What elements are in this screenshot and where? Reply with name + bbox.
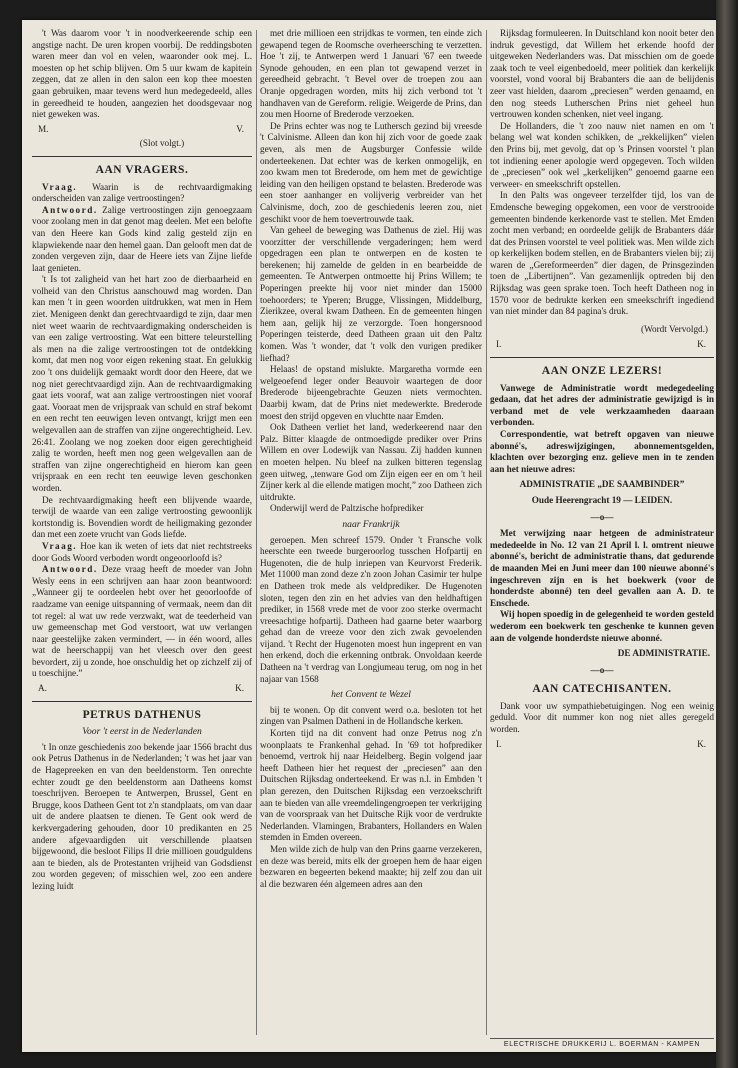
book-binding-edge [716, 0, 738, 1068]
signature [32, 683, 252, 695]
separator: —o— [590, 664, 614, 675]
article-paragraph: Men wilde zich de hulp van den Prins gaarne verzekeren, en deze was bereid, mits elk der groepen hem de haar eigen bezwaren en begeerten bekend maakte; hij zelf zou dan uit al die bezwaren één algemeen adres aan den [260, 843, 482, 889]
notice-paragraph: Vanwege de Administratie wordt medegedeeling gedaan, dat het adres der administratie gewijzigd is in verband met de vele werkzaamheden daaraan verbonden. [490, 382, 714, 428]
question-1: Vraag. Waarin is de rechtvaardigmaking onderscheiden van zalige vertroostingen? [32, 181, 252, 204]
column-divider [256, 30, 257, 1035]
column-3 [490, 28, 714, 1038]
signature [490, 739, 714, 751]
question-2: Vraag. Hoe kan ik weten of iets dat niet rechtstreeks door Gods Woord verboden wordt ongeoorloofd is? [32, 540, 252, 563]
administratie-signature: DE ADMINISTRATIE. [617, 648, 710, 659]
signature-right: K. [697, 738, 706, 749]
column-2 [260, 28, 482, 1038]
lezers-notice [490, 366, 714, 676]
section-rule [32, 156, 252, 157]
story-conclusion: 't Was daarom voor 't in noodverkeerende schip een angstige nacht. De uren kropen voorbij. De reddingsboten waren meer dan vol en velen, waaronder ook mej. L. moesten op het schip blijven. Om 5 uur kwam de kapitein zeggen, dat ze allen in den salon een kop thee moesten gaan gebruiken, maar tevens werd hun medegedeeld, alles in gereedheid te houden, aangezien het doodsgevaar nog niet geweken was. [32, 28, 252, 120]
column-1 [32, 28, 252, 1038]
article-paragraph: Onderwijl werd de Paltzische hofprediker [270, 503, 424, 514]
signature-left: I. [496, 738, 502, 749]
dathenus-heading: PETRUS DATHENUS [82, 708, 202, 721]
answer-2: Antwoord. Deze vraag heeft de moeder van John Wesly eens in een schrijven aan haar zoon beantwoord: „Wanneer gij te oordeelen hebt over het geoorloofde of raadzame van eenige uitspanning of vermaak, neem dan dit tot regel: al wat uw rede verzwakt, wat de teederheid van uw gemeenschap met God verstoort, wat uw verlangen naar geestelijke zaken vermindert, — in één woord, alles wat de heerschappij van het vleesch over den geest bevordert, zij u zonde, hoe onschuldig het op zichzelf zij of u toeschijne.” [32, 564, 252, 679]
answer-1-paragraph: 't Is tot zaligheid van het hart zoo de dierbaarheid en volheid van den Christus aanschouwd mag worden. Dan kan men 't in geen woorden uitdrukken, wat men in Hem ziet. Menigeen denkt dan gerechtvaardigd te zijn, daar men niet weet waarin de rechtvaardigmaking onderscheiden is van een zalige vertroosting. Wat een bittere teleurstelling als men na die zalige vertroostingen tot de ontdekking komt, dat men nog voor eigen rekening staat. En gelukkig zoo 't ons duidelijk gemaakt wordt door den Heere, dat we nog niet gerechtvaardigd zijn. Aan de rechtvaardigmaking gaat iets vooraf, wat aan zalige vertroostingen niet vooraf gaat. Vooraat men de vrijspraak van schuld en straf bekomt en een recht ten eeuwigen leven ontvangt, krijgt men een welgevallen aan de straffen van zijne ongerechtigheid. Lev. 26:41. Zoolang we nog zoeken door eigen gerechtigheid zalig te worden, heeft men nog geen welgevallen aan de straffen van zijne ongerechtigheid en hierom kan geen vrijspraak en een recht ten eeuwige leven geschonken worden. [32, 274, 252, 493]
article-paragraph: De Hollanders, die 't zoo nauw niet namen en om 't belang wel wat konden schikken, de „rekkelijken” vielen den Prins bij, met gevolg, dat op 's Prinsen voorstel 't plan tot indiening eener apologie werd opgegeven. Toch wilden de „preciesen” ook wel „kerkelijken” genoemd gaarne een verweer- en smeekschrift opstellen. [490, 120, 714, 189]
notice-paragraph: Correspondentie, wat betreft opgaven van nieuwe abonné's, adreswijzigingen, abonnementsgelden, klachten over bezorging enz. gelieve men in te zenden aan het nieuwe adres: [490, 429, 714, 474]
address-line: ADMINISTRATIE „DE SAAMBINDER” [519, 479, 685, 490]
signature-left: M. [38, 123, 49, 134]
article-paragraph: De Prins echter was nog te Luthersch gezind bij vreesde 't Calvinisme. Alleen dan kon hij zich voor de goede zaak geven, als men de Augsburger Confessie wilde onderteekenen. Dat echter was de kerken onmogelijk, en zoo kwam men tot Brederode, om hem met de gewichtige leiding van den heiligen opstand te belasten. Brederode was een stoer aanhanger en volijverig verbreider van het Calvinisme, doch, zoo de geschiedenis leeren zou, niet geschikt voor de hem toevertrouwde taak. [260, 120, 482, 224]
notice-paragraph: Met verwijzing naar hetgeen de administrateur mededeelde in No. 12 van 21 April l. l. omtrent nieuwe abonné's, bericht de administratie thans, dat gedurende de maanden Mei en Juni meer dan 100 nieuwe abonné's ingeschreven zijn en is het boekwerk (voor de honderdste abonné) ten deel gevallen aan A. D. te Enschede. [490, 528, 714, 608]
article-paragraph: bij te wonen. Op dit convent werd o.a. besloten tot het zingen van Psalmen Datheni in de Hollandsche kerken. [260, 704, 482, 727]
wordt-vervolgd: (Wordt Vervolgd.) [641, 323, 708, 334]
vragers-heading: AAN VRAGERS. [95, 163, 189, 176]
article-paragraph: In den Palts was ongeveer terzelfder tijd, los van de Emdensche beweging opgekomen, een voor de verstrooide gemeenten bindende kerkenorde vast te stellen. Met Emden zocht men verband; en oordeelde gelijk de Brabanters dáár dat des Prinsen voorstel te veel politiek was. Men wilde zich op kerkelijken bodem stellen, en de Brabanters vielen bij; zij waren de „Gereformeerden” dier dagen, de Prinsgezinden toen de „Libertijnen”. Van gezamenlijk optreden bij den Rijksdag was geen sprake toen. Toch heeft Datheen nog in 1570 voor de bedrukte kerken een smeekschrift ingediend van niet minder dan 84 pagina's druk. [490, 190, 714, 317]
signature-right: K. [235, 683, 244, 694]
answer-1: Antwoord. Zalige vertroostingen zijn genoegzaam voor zoolang men in dat genot mag deelen. Met een belofte van den Heere kan Gods kind zalig gesteld zijn en klapwiekende naar den hemel gaan. Dan gelooft men dat de zonden vergeven zijn, daar de Heere iets van Zijne liefde laat genieten. [32, 204, 252, 273]
catechisanten-paragraph: Dank voor uw sympathiebetuigingen. Nog een weinig geduld. Voor dit nummer kon nog niet alles geregeld worden. [490, 700, 714, 735]
signature [32, 124, 252, 136]
catechisanten-heading: AAN CATECHISANTEN. [532, 683, 672, 696]
article-paragraph: Ook Datheen verliet het land, wederkeerend naar den Palz. Bitter klaagde de ontmoedigde prediker over Prins Willem en over Lodewijk van Nassau. Zij hadden kunnen en moeten helpen. Nu bleef na zulken bitteren tegenslag geen uitweg, „tenware God om Zijn eigen eer en om 't heil Zijner kerk al die ellende matigen mocht,” zoo Datheen zich uitdrukte. [260, 422, 482, 502]
slot-volgt: (Slot volgt.) [139, 138, 185, 149]
newspaper-page [22, 20, 722, 1052]
article-paragraph: met drie millioen een strijdkas te vormen, ten einde zich gewapend tegen de Roomsche overheersching te verzetten. Hoe 't zij, te Antwerpen werd 1 Januari '67 een tweede Synode gehouden, en een plan tot gewapend verzet in gereedheid gebracht. 't Bevel over de troepen zou aan Oranje opgedragen worden, mits hij zich verbond tot 't handhaven van de Gereform. religie. Weigerde de Prins, dan zou men Hoorne of Brederode verzoeken. [260, 28, 482, 120]
article-paragraph: Rijksdag formuleeren. In Duitschland kon nooit beter den indruk gevestigd, dat Willem het erkende hoofd der uitgeweken Nederlanders was. Dat misschien om de goede zaak toch te veel eigenbedoeld, meer politiek dan kerkelijk voorstel, vond vooral bij Brabanters die aan de belijdenis zeer vast hielden, daarom „preciesen” werden genaamd, en den nog steeds Lutherschen Prins niet geheel hun vertrouwen konden schenken, niet veel ingang. [490, 28, 714, 120]
section-rule [490, 357, 714, 358]
answer-1-paragraph: De rechtvaardigmaking heeft een blijvende waarde, terwijl de waarde van een zalige vertroosting gewoonlijk kortstondig is. Bovendien wordt de heiligmaking gezonder dan met een zoete vrucht van Gods liefde. [32, 494, 252, 540]
signature-right: V. [236, 123, 244, 134]
signature [490, 339, 714, 351]
dathenus-subheading: Voor 't eerst in de Nederlanden [82, 726, 202, 738]
article-paragraph: Helaas! de opstand mislukte. Margaretha vormde een welgeoefend leger onder Beauvoir waartegen de door Brederode bijeengebrachte Geuzen niets vermochten. Daarbij kwam, dat de Prins niet medewerkte. Brederode moest den strijd opgeven en vluchtte naar Emden. [260, 364, 482, 421]
notice-paragraph: Wij hopen spoedig in de gelegenheid te worden gesteld wederom een boekwerk ten geschenke te kunnen geven aan de volgende honderdste nieuwe abonné. [490, 609, 714, 643]
lezers-heading: AAN ONZE LEZERS! [541, 365, 663, 378]
article-paragraph: geroepen. Men schreef 1579. Onder 't Fransche volk heerschte een tweede burgeroorlog tusschen Hofpartij en Hugenoten, die de hulp inriepen van Keurvorst Frederik. Met 11000 man zond deze z'n zoon Johan Casimir ter hulpe en Datheen trok mede als veldprediker. De Hugenoten sloten, tegen den zin en het advies van den heldhaftigen prediker, in 1568 vrede met de voor zoo sterke overmacht vreesachtige hofpartij. Datheen had gaarne beter waarborg gehad dan de vreeze voor den zich zwak gevoelenden vijand. 't Recht der Hugenoten moest hun ingeprent en van hen erkend, doch die erkenning ontbrak. Onvoldaan keerde Datheen na 't verdrag van Longjumeau terug, om nog in het najaar van 1568 [260, 534, 482, 684]
dathenus-paragraph: 't In onze geschiedenis zoo bekende jaar 1566 bracht dus ook Petrus Dathenus in de Nederlanden; 't was het jaar van de Hagepreeken en van den beeldenstorm. Ten onrechte echter zoudt ge den beeldenstorm aan Datheens komst toeschrijven. Beroepen te Antwerpen, Brussel, Gent en Brugge, koos Datheen Gent tot z'n standplaats, om van daar uit de andere plaatsen te dienen. Te Gent ook werd de kerkvergadering gehouden, door 10 predikanten en 25 andere afgevaardigden uit verschillende plaatsen bijgewoond, die besloot Filips II drie millioen goudguldens aan te bieden, als de Protestanten vrijheid van Godsdienst zou worden gegeven; of misschien wel, zoo een andere lezing luidt [32, 741, 252, 891]
signature-left: I. [496, 339, 502, 350]
signature-left: A. [38, 683, 47, 694]
article-paragraph: Korten tijd na dit convent had onze Petrus nog z'n woonplaats te Frankenhal gehad. In '69 tot hofprediker benoemd, vertrok hij naar Heidelberg. Begin volgend jaar heeft Datheen hier het request der „preciesen” aan den Duitschen Rijksdag onderteekend. Er was n.l. in Embden 't plan gerezen, den Duitschen Rijksdag een verzoekschrift aan te bieden van alle vreemdelingengroepen ter verkrijging van de voorspraak van het Duitsche Rijk voor de verdrukte Nederlanden. Vlamingen, Brabanters, Hollanders en Walen stemden in Emden overeen. [260, 728, 482, 843]
signature-right: K. [697, 339, 706, 350]
printer-imprint: ELECTRISCHE DRUKKERIJ L. BOERMAN - KAMPEN [490, 1038, 714, 1048]
address-line: Oude Heerengracht 19 — LEIDEN. [531, 494, 673, 505]
column-divider [486, 30, 487, 1035]
subheading-convent: het Convent te Wezel [331, 689, 411, 701]
section-rule [32, 701, 252, 702]
subheading-frankrijk: naar Frankrijk [342, 518, 400, 530]
separator: —o— [590, 511, 614, 522]
article-paragraph: Van geheel de beweging was Dathenus de ziel. Hij was voorzitter der verschillende vergaderingen; hem werd opgedragen een plan te ontwerpen en de kosten te berekenen; hij zamelde de gelden in en bearbeidde de gemeenten. Te Antwerpen ontmoette hij Prins Willem; te Poperingen preekte hij voor niet minder dan 15000 toehoorders; te Yperen; Brugge, Vlissingen, Middelburg, Zierikzee, overal kwam Datheen. En de gemeenten hingen hem aan, gelijk hij ze verzorgde. Toen hongersnood Poperingen teisterde, deed Datheen graan uit den Paltz komen. Was 't wonder, dat 't volk den vurigen prediker liefhad? [260, 225, 482, 363]
